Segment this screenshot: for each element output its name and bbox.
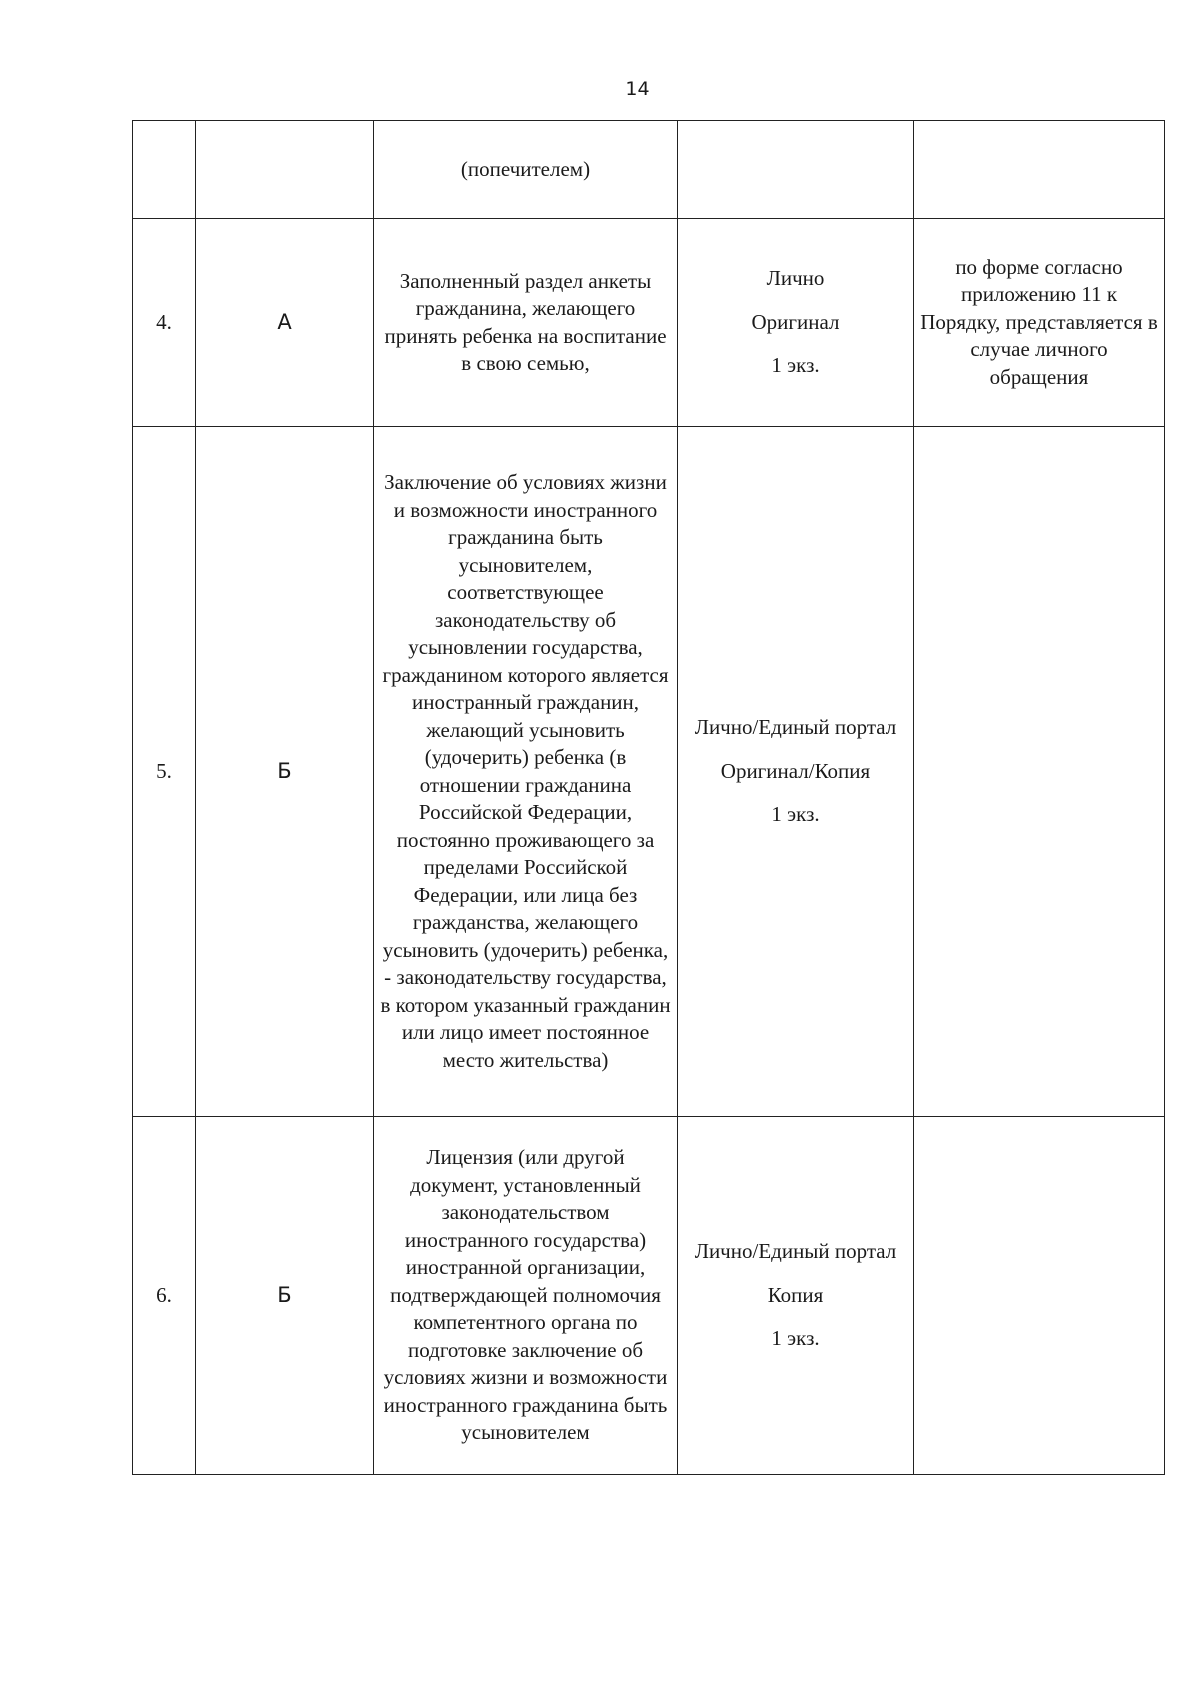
note-cell [914, 427, 1165, 1117]
page-number: 14 [625, 78, 650, 100]
note-cell: по форме согласно приложению 11 к Порядку, представляется в случае личного обращения [914, 219, 1165, 427]
document-name: (попечителем) [374, 121, 678, 219]
copies-count: 1 экз. [771, 353, 820, 378]
submission-method: Лично/Единый портал [694, 1239, 897, 1264]
row-number: 5. [133, 427, 196, 1117]
table-row [133, 219, 1165, 427]
document-form: Оригинал/Копия [720, 758, 871, 783]
documents-table [132, 120, 1165, 1475]
table-row [133, 427, 1165, 1117]
document-name: Заполненный раздел анкеты гражданина, желающего принять ребенка на воспитание в свою семью, [374, 219, 678, 427]
row-category: Б [196, 1117, 374, 1475]
row-category [196, 121, 374, 219]
table-row [133, 1117, 1165, 1475]
submission-cell [678, 427, 914, 1117]
copies-count: 1 экз. [771, 1326, 820, 1351]
row-number: 6. [133, 1117, 196, 1475]
submission-method: Лично [766, 266, 825, 291]
document-form: Оригинал [751, 309, 840, 334]
row-number: 4. [133, 219, 196, 427]
submission-cell [678, 121, 914, 219]
note-cell [914, 1117, 1165, 1475]
row-category: Б [196, 427, 374, 1117]
document-form: Копия [767, 1282, 824, 1307]
row-number [133, 121, 196, 219]
table-row [133, 121, 1165, 219]
document-name: Лицензия (или другой документ, установленный законодательством иностранного государства) иностранной организации, подтверждающей полномочия компетентного органа по подготовке заключение об условиях жизни и возможности иностранного гражданина быть усыновителем [374, 1117, 678, 1475]
copies-count: 1 экз. [771, 802, 820, 827]
row-category: А [196, 219, 374, 427]
submission-cell [678, 1117, 914, 1475]
document-name: Заключение об условиях жизни и возможности иностранного гражданина быть усыновителем, соответствующее законодательству об усыновлении государства, гражданином которого является иностранный гражданин, желающий усыновить (удочерить) ребенка (в отношении гражданина Российской Федерации, постоянно проживающего за пределами Российской Федерации, или лица без гражданства, желающего усыновить (удочерить) ребенка, - законодательству государства, в котором указанный гражданин или лицо имеет постоянное место жительства) [374, 427, 678, 1117]
submission-cell [678, 219, 914, 427]
note-cell [914, 121, 1165, 219]
submission-method: Лично/Единый портал [694, 715, 897, 740]
